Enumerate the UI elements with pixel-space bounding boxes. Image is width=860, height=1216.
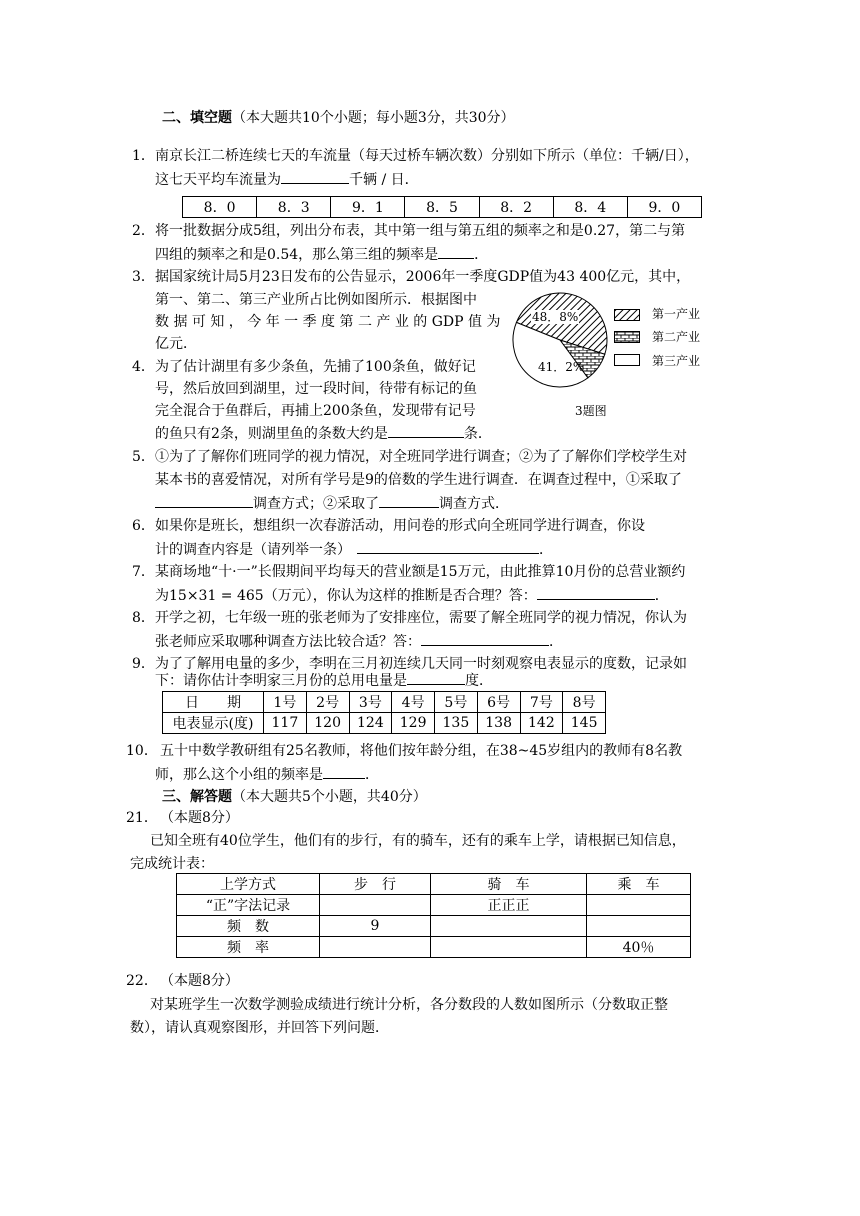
q4-number: 4．	[132, 359, 155, 375]
q10-line2	[155, 764, 379, 785]
traffic-table	[182, 196, 702, 218]
meter-header-cell: 6号	[477, 692, 520, 713]
q7-line2	[155, 585, 669, 606]
meter-row-readings	[163, 713, 606, 734]
meter-cell: 145	[563, 713, 606, 734]
q5-line3b: 调查方式．	[439, 496, 509, 512]
q21-number: 21．	[126, 810, 158, 826]
meter-cell: 129	[392, 713, 435, 734]
q7-line2b: ．	[654, 588, 669, 604]
commute-cell: 正正正	[431, 895, 587, 916]
q22-line1: 对某班学生一次数学测验成绩进行统计分析，各分数段的人数如图所示（分数取正整	[150, 997, 668, 1013]
q6-answer-blank[interactable]	[357, 539, 539, 554]
q8-number: 8．	[132, 610, 155, 626]
meter-cell: 142	[520, 713, 563, 734]
section3-title: 三、解答题	[162, 789, 232, 805]
q1-line1: 南京长江二桥连续七天的车流量（每天过桥车辆次数）分别如下所示（单位：千辆/日），	[155, 148, 699, 164]
commute-cell[interactable]	[587, 895, 691, 916]
q3-line1: 据国家统计局5月23日发布的公告显示，2006年一季度GDP值为43 400亿元，其中，	[155, 269, 691, 285]
legend-label-primary: 第一产业	[652, 307, 701, 321]
q5-line1: ①为了了解你们班同学的视力情况，对全班同学进行调查；②为了了解你们学校学生对	[155, 449, 687, 465]
commute-cell[interactable]	[587, 916, 691, 937]
commute-header-row	[177, 874, 691, 895]
q9-number: 9．	[132, 656, 155, 672]
traffic-cell: 8．4	[553, 197, 627, 218]
q9-line2b: 度．	[465, 673, 493, 689]
q22-number: 22．	[126, 973, 158, 989]
q21-score: （本题8分）	[160, 810, 239, 826]
section3-heading	[162, 787, 427, 807]
meter-header-cell: 4号	[392, 692, 435, 713]
q2-line2	[155, 244, 488, 265]
q10-line2b: ．	[365, 767, 379, 783]
q1-line2b: 千辆 / 日．	[349, 172, 419, 188]
q5-line3a: 调查方式；②采取了	[253, 496, 379, 512]
q7-answer-blank[interactable]	[537, 585, 655, 600]
commute-row-tally	[177, 895, 691, 916]
commute-cell: 频 数	[177, 916, 320, 937]
q3-line3: 数 据 可 知 ， 今 年 一 季 度 第 二 产 业 的 GDP 值 为	[155, 314, 501, 330]
q4-line3: 完全混合于鱼群后，再捕上200条鱼，发现带有记号	[155, 403, 476, 419]
commute-row-rate	[177, 937, 691, 958]
commute-cell[interactable]	[320, 895, 431, 916]
q3-line2: 第一、第二、第三产业所占比例如图所示．根据图中	[155, 292, 477, 308]
meter-table	[162, 691, 606, 734]
q6-line1: 如果你是班长，想组织一次春游活动，用问卷的形式向全班同学进行调查，你设	[155, 518, 645, 534]
pie-chart	[505, 290, 615, 390]
q6-number: 6．	[132, 518, 155, 534]
q7-line2a: 为15×31 = 465（万元），你认为这样的推断是否合理？答：	[155, 588, 537, 604]
pie-label-tertiary: 41．2%	[538, 360, 585, 374]
commute-header-cell: 乘 车	[587, 874, 691, 895]
traffic-row	[183, 197, 702, 218]
q9-line2	[155, 670, 493, 691]
q7-line1: 某商场地“十·一”长假期间平均每天的营业额是15万元，由此推算10月份的总营业额约	[155, 564, 686, 580]
traffic-cell: 8．0	[183, 197, 257, 218]
q8-line1: 开学之初，七年级一班的张老师为了安排座位，需要了解全班同学的视力情况，你认为	[155, 610, 687, 626]
commute-cell[interactable]	[320, 937, 431, 958]
q5-line3	[155, 493, 509, 514]
q2-number: 2．	[132, 223, 155, 239]
q3-line4-text: 亿元．	[155, 336, 197, 352]
pie-label-primary: 48．8%	[532, 310, 579, 324]
meter-cell: 124	[349, 713, 392, 734]
q9-line2a: 下：请你估计李明家三月份的总用电量是	[155, 673, 407, 689]
q10-number: 10．	[126, 743, 158, 759]
commute-cell: 40％	[587, 937, 691, 958]
meter-cell: 117	[264, 713, 307, 734]
q10-answer-blank[interactable]	[323, 764, 365, 779]
q6-line2b: ．	[539, 542, 553, 558]
commute-header-cell: 上学方式	[177, 874, 320, 895]
q22-score: （本题8分）	[160, 973, 239, 989]
meter-header-cell: 2号	[306, 692, 349, 713]
meter-cell: 电表显示(度)	[163, 713, 264, 734]
commute-cell: 9	[320, 916, 431, 937]
q10-line1: 五十中数学教研组有25名教师，将他们按年龄分组，在38~45岁组内的教师有8名教	[160, 743, 683, 759]
meter-row-dates	[163, 692, 606, 713]
meter-cell: 135	[435, 713, 478, 734]
commute-cell: 频 率	[177, 937, 320, 958]
legend-swatch-tertiary	[614, 354, 640, 366]
meter-cell: 138	[477, 713, 520, 734]
meter-header-cell: 日 期	[163, 692, 264, 713]
traffic-cell: 8．2	[479, 197, 553, 218]
q4-line4	[155, 423, 492, 444]
q5-number: 5．	[132, 449, 155, 465]
q1-line2	[155, 169, 419, 190]
commute-cell[interactable]	[431, 937, 587, 958]
q8-line2	[155, 631, 563, 652]
q8-answer-blank[interactable]	[421, 631, 549, 646]
traffic-cell: 8．3	[257, 197, 331, 218]
q3-number: 3．	[132, 269, 155, 285]
q1-answer-blank[interactable]	[281, 169, 349, 184]
commute-header-cell: 步 行	[320, 874, 431, 895]
q5-answer-blank-2[interactable]	[379, 493, 439, 508]
q1-number: 1．	[132, 148, 155, 164]
section3-note: （本大题共5个小题，共40分）	[232, 789, 427, 805]
q10-line2a: 师，那么这个小组的频率是	[155, 767, 323, 783]
q5-line2: 某本书的喜爱情况，对所有学号是9的倍数的学生进行调查．在调查过程中，①采取了	[155, 472, 682, 488]
legend-label-tertiary: 第三产业	[652, 354, 701, 368]
q4-line4b: 条．	[463, 426, 492, 442]
q3-line4	[155, 334, 197, 354]
q1-line2a: 这七天平均车流量为	[155, 172, 281, 188]
meter-header-cell: 8号	[563, 692, 606, 713]
figure-caption: 3题图	[575, 404, 607, 418]
q22-line2: 数），请认真观察图形，并回答下列问题．	[130, 1020, 389, 1036]
section2-heading	[162, 107, 515, 127]
q2-line2b: ．	[474, 247, 489, 263]
q21-line2: 完成统计表：	[130, 856, 214, 872]
meter-header-cell: 5号	[435, 692, 478, 713]
traffic-cell: 8．5	[405, 197, 479, 218]
q4-line2: 号，然后放回到湖里，过一段时间，待带有标记的鱼	[155, 381, 477, 397]
q4-line4a: 的鱼只有2条，则湖里鱼的条数大约是	[155, 426, 388, 442]
commute-table	[176, 873, 691, 958]
q9-answer-blank[interactable]	[407, 670, 465, 685]
traffic-cell: 9．0	[627, 197, 701, 218]
q2-line2a: 四组的频率之和是0.54，那么第三组的频率是	[155, 247, 439, 263]
meter-header-cell: 3号	[349, 692, 392, 713]
traffic-cell: 9．1	[331, 197, 405, 218]
meter-cell: 120	[306, 713, 349, 734]
legend-label-secondary: 第二产业	[652, 330, 701, 344]
q8-line2a: 张老师应采取哪种调查方法比较合适？答：	[155, 634, 421, 650]
q5-answer-blank-1[interactable]	[155, 493, 253, 508]
meter-header-cell: 7号	[520, 692, 563, 713]
section2-note: （本大题共10个小题；每小题3分，共30分）	[232, 110, 515, 126]
q4-line1: 为了估计湖里有多少条鱼，先捕了100条鱼，做好记	[155, 359, 476, 375]
meter-header-cell: 1号	[264, 692, 307, 713]
section2-title: 二、填空题	[162, 110, 232, 126]
q7-number: 7．	[132, 564, 155, 580]
q6-line2	[155, 539, 553, 560]
legend-swatch-secondary	[614, 331, 640, 343]
q2-answer-blank[interactable]	[438, 244, 474, 259]
commute-cell: “正”字法记录	[177, 895, 320, 916]
q9-line1: 为了了解用电量的多少，李明在三月初连续几天同一时刻观察电表显示的度数，记录如	[155, 656, 687, 672]
commute-header-cell: 骑 车	[431, 874, 587, 895]
q8-line2b: ．	[549, 634, 563, 650]
q2-line1: 将一批数据分成5组，列出分布表，其中第一组与第五组的频率之和是0.27，第二与第	[155, 223, 686, 239]
q4-answer-blank[interactable]	[388, 423, 464, 438]
q6-line2a: 计的调查内容是（请列举一条）	[155, 542, 351, 558]
q21-line1: 已知全班有40位学生，他们有的步行，有的骑车，还有的乘车上学，请根据已知信息，	[150, 833, 686, 849]
legend-swatch-primary	[614, 309, 640, 321]
commute-cell[interactable]	[431, 916, 587, 937]
commute-row-frequency	[177, 916, 691, 937]
